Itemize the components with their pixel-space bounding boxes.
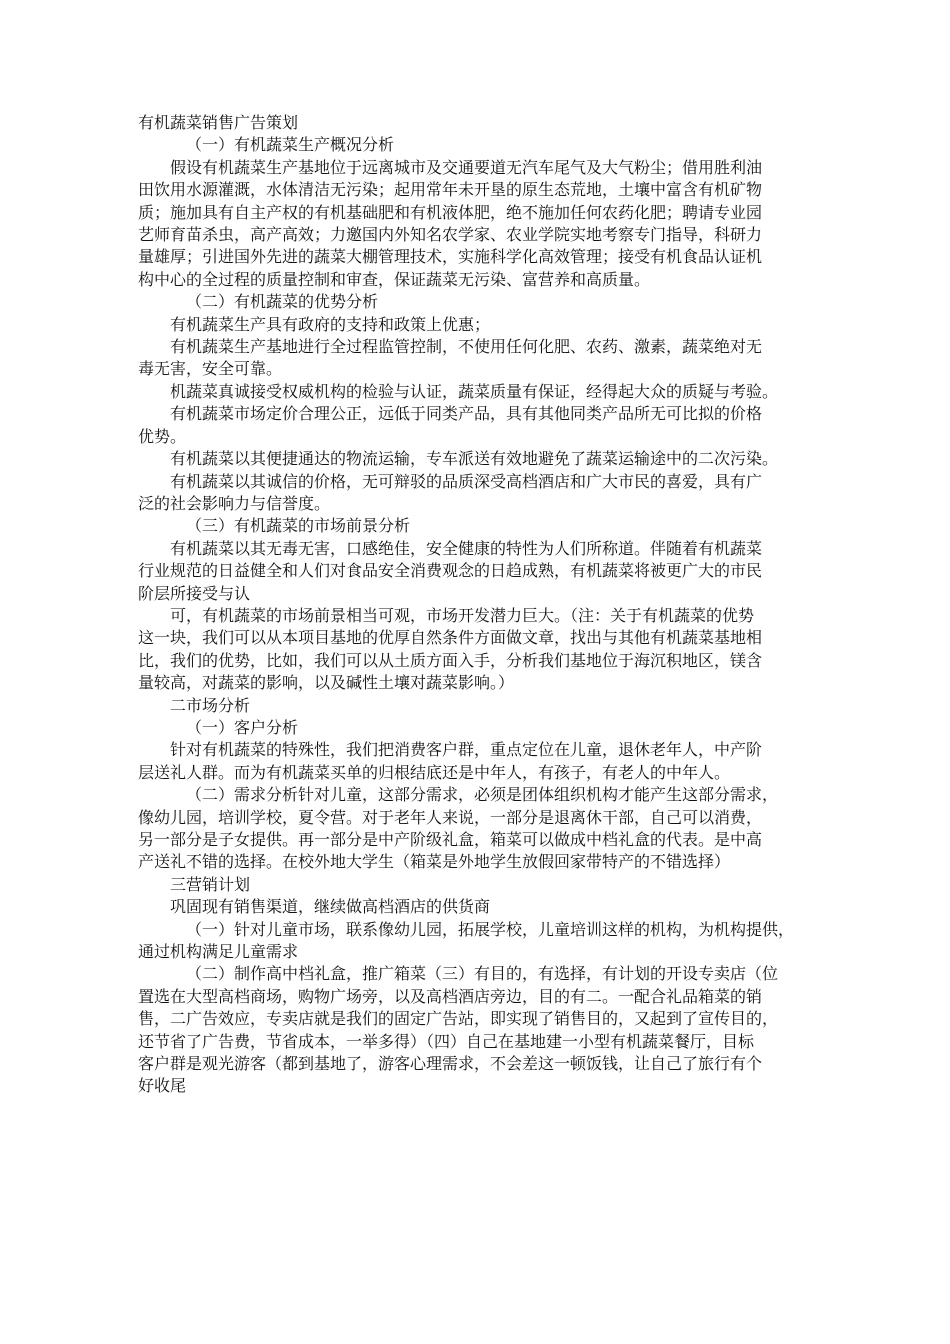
text-line: （一）客户分析	[186, 717, 299, 737]
text-line: 通过机构满足儿童需求	[138, 942, 299, 962]
text-line: 三营销计划	[170, 874, 251, 894]
text-line: 二市场分析	[170, 695, 251, 715]
text-line: （二）有机蔬菜的优势分析	[186, 292, 379, 312]
text-line: 机蔬菜真诚接受权威机构的检验与认证，蔬菜质量有保证，经得起大众的质疑与考验。	[170, 381, 779, 401]
text-line: 层送礼人群。而为有机蔬菜买单的归根结底还是中年人，有孩子，有老人的中年人。	[138, 762, 731, 782]
text-line: 像幼儿园，培训学校，夏令营。对于老年人来说，一部分是退离休干部，自己可以消费，	[138, 807, 763, 827]
text-line: 有机蔬菜以其便捷通达的物流运输，专车派送有效地避免了蔬菜运输途中的二次污染。	[170, 449, 779, 469]
text-line: 这一块，我们可以从本项目基地的优厚自然条件方面做文章，找出与其他有机蔬菜基地相	[138, 628, 763, 648]
text-line: 有机蔬菜生产基地进行全过程监管控制，不使用任何化肥、农药、激素，蔬菜绝对无	[170, 337, 763, 357]
text-line: 泛的社会影响力与信誉度。	[138, 493, 331, 513]
text-line: 量雄厚；引进国外先进的蔬菜大棚管理技术，实施科学化高效管理；接受有机食品认证机	[138, 247, 763, 267]
text-line: 针对有机蔬菜的特殊性，我们把消费客户群，重点定位在儿童，退休老年人，中产阶	[170, 740, 763, 760]
text-line: 好收尾	[138, 1076, 187, 1096]
text-line: 置选在大型高档商场，购物广场旁，以及高档酒店旁边，目的有二。一配合礼品箱菜的销	[138, 986, 763, 1006]
text-line: （一）有机蔬菜生产概况分析	[186, 135, 395, 155]
text-line: （一）针对儿童市场，联系像幼儿园，拓展学校，儿童培训这样的机构，为机构提供，	[186, 919, 795, 939]
text-line: 售，二广告效应，专卖店就是我们的固定广告站，即实现了销售目的，又起到了宣传目的，	[138, 1009, 779, 1029]
text-line: 质；施加具有自主产权的有机基础肥和有机液体肥，绝不施加任何农药化肥；聘请专业园	[138, 202, 763, 222]
text-line: （二）制作高中档礼盒，推广箱菜（三）有目的，有选择，有计划的开设专卖店（位	[186, 964, 779, 984]
text-line: 可，有机蔬菜的市场前景相当可观，市场开发潜力巨大。（注：关于有机蔬菜的优势	[170, 605, 755, 625]
text-line: 田饮用水源灌溉，水体清洁无污染；起用常年未开垦的原生态荒地，土壤中富含有机矿物	[138, 180, 763, 200]
text-line: 阶层所接受与认	[138, 583, 251, 603]
text-line: 艺师育苗杀虫，高产高效；力邀国内外知名农学家、农业学院实地考察专门指导，科研力	[138, 225, 763, 245]
text-line: 产送礼不错的选择。在校外地大学生（箱菜是外地学生放假回家带特产的不错选择）	[138, 852, 731, 872]
text-line: （二）需求分析针对儿童，这部分需求，必须是团体组织机构才能产生这部分需求，	[186, 785, 779, 805]
document-body	[138, 112, 818, 1098]
text-line: 构中心的全过程的质量控制和审查，保证蔬菜无污染、富营养和高质量。	[138, 269, 651, 289]
text-line: 比，我们的优势，比如，我们可以从土质方面入手，分析我们基地位于海沉积地区，镁含	[138, 650, 763, 670]
text-line: 另一部分是子女提供。再一部分是中产阶级礼盒，箱菜可以做成中档礼盒的代表。是中高	[138, 830, 763, 849]
text-line: （三）有机蔬菜的市场前景分析	[186, 516, 411, 536]
text-line: 有机蔬菜生产具有政府的支持和政策上优惠；	[170, 314, 491, 334]
text-line: 巩固现有销售渠道，继续做高档酒店的供货商	[170, 897, 491, 917]
text-line: 有机蔬菜以其诚信的价格，无可辩驳的品质深受高档酒店和广大市民的喜爱，具有广	[170, 471, 763, 491]
text-line: 毒无害，安全可靠。	[138, 359, 283, 379]
text-line: 客户群是观光游客（都到基地了，游客心理需求，不会差这一顿饭钱，让自己了旅行有个	[138, 1054, 763, 1074]
text-line: 行业规范的日益健全和人们对食品安全消费观念的日趋成熟，有机蔬菜将被更广大的市民	[138, 561, 763, 581]
text-line: 假设有机蔬菜生产基地位于远离城市及交通要道无汽车尾气及大气粉尘；借用胜利油	[170, 157, 763, 177]
text-line: 量较高，对蔬菜的影响，以及碱性土壤对蔬菜影响。）	[138, 673, 515, 693]
text-line: 优势。	[138, 426, 187, 446]
text-line: 有机蔬菜以其无毒无害，口感绝佳，安全健康的特性为人们所称道。伴随着有机蔬菜	[170, 538, 763, 558]
document-title: 有机蔬菜销售广告策划	[138, 113, 299, 132]
text-line: 还节省了广告费，节省成本，一举多得）（四）自己在基地建一小型有机蔬菜餐厅，目标	[138, 1031, 755, 1051]
text-line: 有机蔬菜市场定价合理公正，远低于同类产品，具有其他同类产品所无可比拟的价格	[170, 404, 763, 424]
